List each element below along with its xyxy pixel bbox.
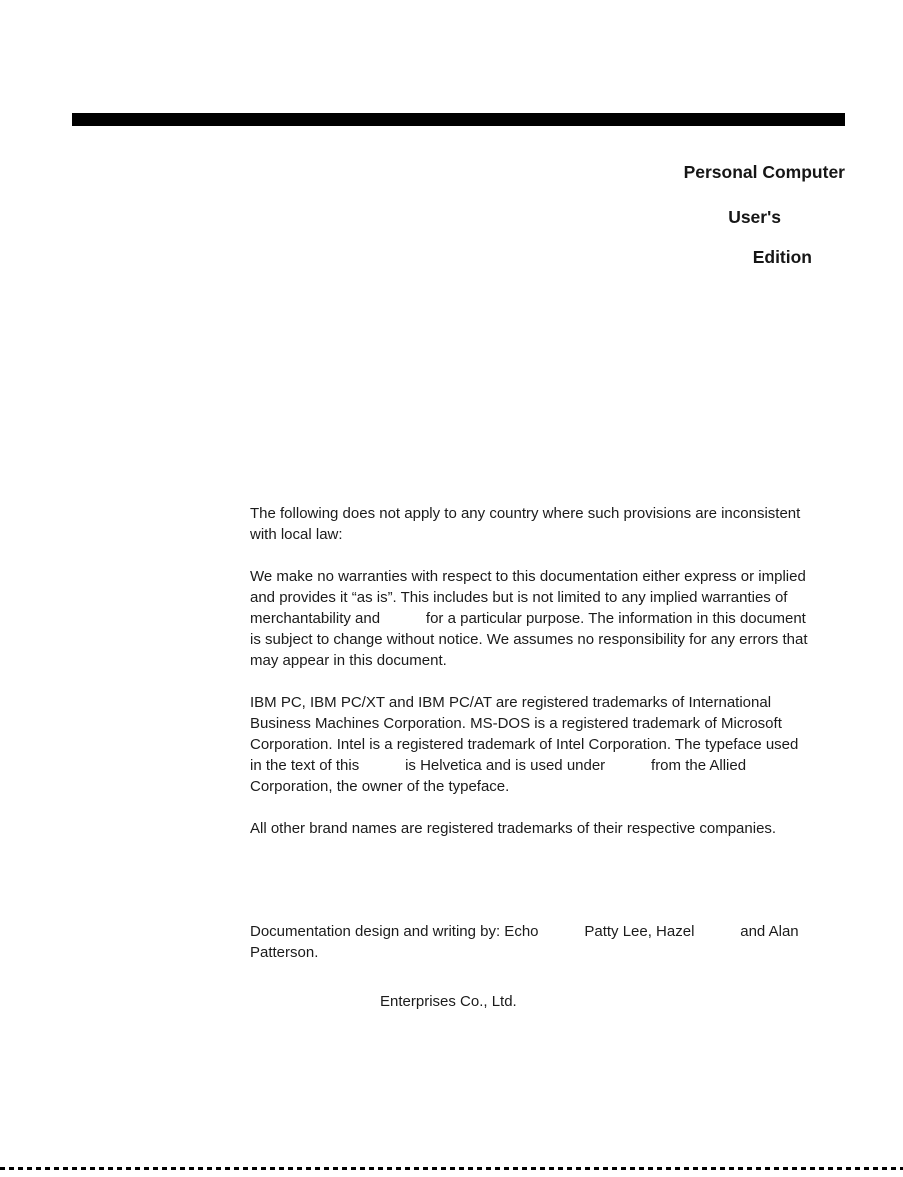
top-rule	[72, 113, 845, 126]
text-line: Corporation. Intel is a registered trademark of Intel Corporation. The typeface used	[250, 736, 799, 753]
title-line-personal-computer: Personal Computer	[683, 162, 845, 182]
text-line: may appear in this document.	[250, 652, 447, 669]
text-line: Enterprises Co., Ltd.	[380, 993, 517, 1010]
text-line: We make no warranties with respect to this documentation either express or implied	[250, 568, 806, 585]
paragraph-local-law	[250, 503, 852, 545]
text-line: IBM PC, IBM PC/XT and IBM PC/AT are registered trademarks of International	[250, 694, 772, 711]
paragraph-trademarks	[250, 692, 852, 797]
bottom-dashed-rule	[0, 1167, 903, 1170]
text-line: and provides it “as is”. This includes but is not limited to any implied warranties of	[250, 589, 788, 606]
text-line: The following does not apply to any country where such provisions are inconsistent	[250, 505, 801, 522]
text-line: Corporation, the owner of the typeface.	[250, 778, 510, 795]
paragraph-warranty	[250, 566, 852, 671]
text-line: Business Machines Corporation. MS-DOS is a registered trademark of Microsoft	[250, 715, 782, 732]
text-line: is subject to change without notice. We assumes no responsibility for any errors that	[250, 631, 808, 648]
paragraph-company	[380, 991, 780, 1012]
text-line: with local law:	[250, 526, 343, 543]
title-line-edition: Edition	[752, 247, 812, 267]
title-line-users: User's	[728, 207, 781, 227]
text-line: Documentation design and writing by: Echo Patty Lee, Hazel and Alan	[250, 923, 799, 940]
paragraph-credits	[250, 921, 852, 963]
paragraph-other-brands	[250, 818, 852, 839]
text-line: in the text of this is Helvetica and is used under from the Allied	[250, 757, 747, 774]
text-line: Patterson.	[250, 944, 319, 961]
text-line: All other brand names are registered trademarks of their respective companies.	[250, 820, 777, 837]
text-line: merchantability and for a particular purpose. The information in this document	[250, 610, 806, 627]
